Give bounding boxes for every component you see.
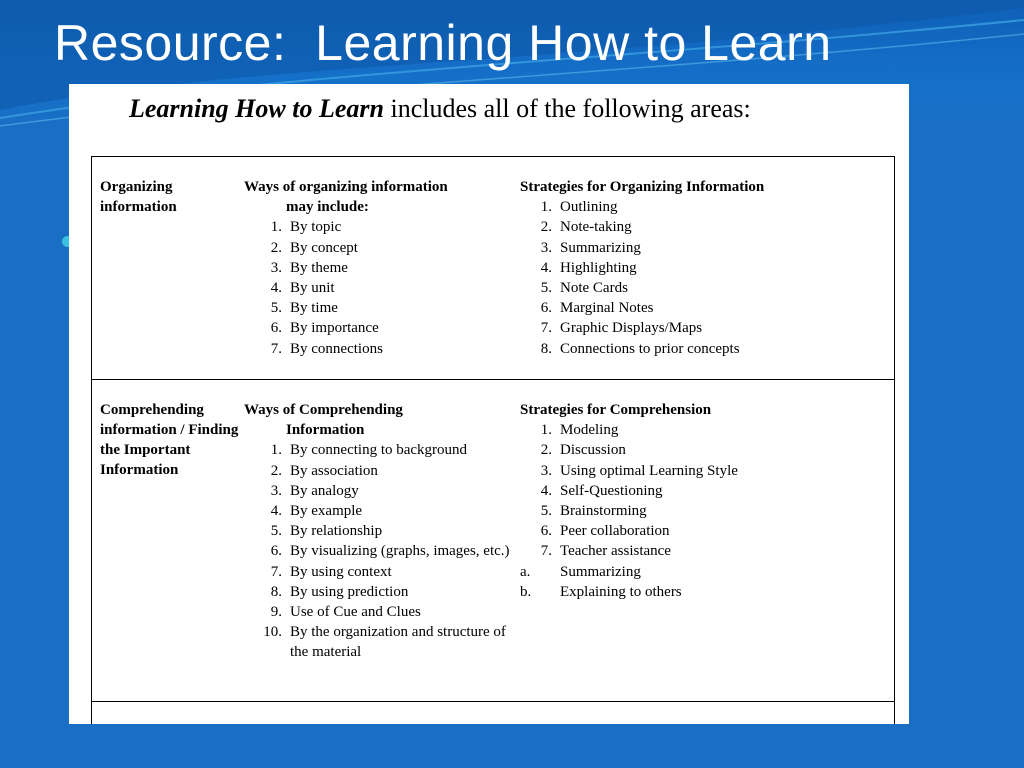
list-item: 10. By the organization and structure of the material xyxy=(263,624,506,661)
list-item: b. Explaining to others xyxy=(520,583,682,600)
list-item: a. Summarizing xyxy=(520,563,641,580)
sub-strategies-list xyxy=(520,562,880,602)
list-item: 2. By concept xyxy=(270,239,358,256)
strategies-column xyxy=(520,400,880,602)
area-label: Organizing information xyxy=(100,179,177,215)
list-item: 6. Peer collaboration xyxy=(540,523,670,540)
strategies-list xyxy=(520,197,880,359)
list-item: 2. Note-taking xyxy=(540,219,632,236)
list-item: 4. By example xyxy=(270,503,363,520)
ways-heading-line1: Ways of organizing information xyxy=(244,179,448,195)
list-item: 6. Marginal Notes xyxy=(540,300,654,317)
areas-table xyxy=(91,156,895,724)
ways-heading xyxy=(244,177,514,217)
ways-list xyxy=(244,440,514,662)
list-item: 7. Graphic Displays/Maps xyxy=(540,320,703,337)
list-item: 5. Brainstorming xyxy=(540,503,647,520)
list-item: 5. Note Cards xyxy=(540,280,628,297)
list-item: 4. By unit xyxy=(270,280,335,297)
list-item: 7. By using context xyxy=(270,563,392,580)
list-item: 7. Teacher assistance xyxy=(540,543,671,560)
list-item: 5. By time xyxy=(270,300,338,317)
ways-column xyxy=(244,400,514,663)
list-item: 5. By relationship xyxy=(270,523,383,540)
list-item: 9. Use of Cue and Clues xyxy=(270,604,421,621)
table-row-comprehending xyxy=(92,380,894,702)
ways-heading xyxy=(244,400,514,440)
list-item: 2. Discussion xyxy=(540,442,626,459)
list-item: 6. By visualizing (graphs, images, etc.) xyxy=(270,543,510,560)
list-item: 4. Highlighting xyxy=(540,259,637,276)
strategies-heading: Strategies for Comprehension xyxy=(520,402,712,418)
ways-heading-line2: Information xyxy=(286,422,365,439)
area-label: Comprehending information / Finding the Important Information xyxy=(100,402,239,478)
list-item: 3. By analogy xyxy=(270,482,359,499)
ways-list xyxy=(244,217,514,358)
heading-rest: includes all of the following areas: xyxy=(383,94,751,123)
strategies-heading: Strategies for Organizing Information xyxy=(520,179,765,195)
list-item: 1. By connecting to background xyxy=(270,442,468,459)
document-heading xyxy=(129,94,751,124)
list-item: 3. Summarizing xyxy=(540,239,641,256)
list-item: 6. By importance xyxy=(270,320,379,337)
list-item: 1. By topic xyxy=(270,219,342,236)
ways-column xyxy=(244,177,514,359)
list-item: 4. Self-Questioning xyxy=(540,482,663,499)
list-item: 3. Using optimal Learning Style xyxy=(540,462,738,479)
document-image xyxy=(69,84,909,724)
heading-italic: Learning How to Learn xyxy=(129,94,384,123)
ways-heading-line2: may include: xyxy=(286,199,369,216)
list-item: 1. Modeling xyxy=(540,422,619,439)
strategies-list xyxy=(520,420,880,561)
list-item: 8. Connections to prior concepts xyxy=(540,340,740,357)
strategies-column xyxy=(520,177,880,359)
table-row-organizing xyxy=(92,157,894,380)
list-item: 7. By connections xyxy=(270,340,383,357)
slide-title: Resource: Learning How to Learn xyxy=(54,15,832,71)
list-item: 3. By theme xyxy=(270,259,348,276)
list-item: 8. By using prediction xyxy=(270,583,409,600)
list-item: 1. Outlining xyxy=(540,199,618,216)
list-item: 2. By association xyxy=(270,462,378,479)
ways-heading-line1: Ways of Comprehending xyxy=(244,402,403,418)
